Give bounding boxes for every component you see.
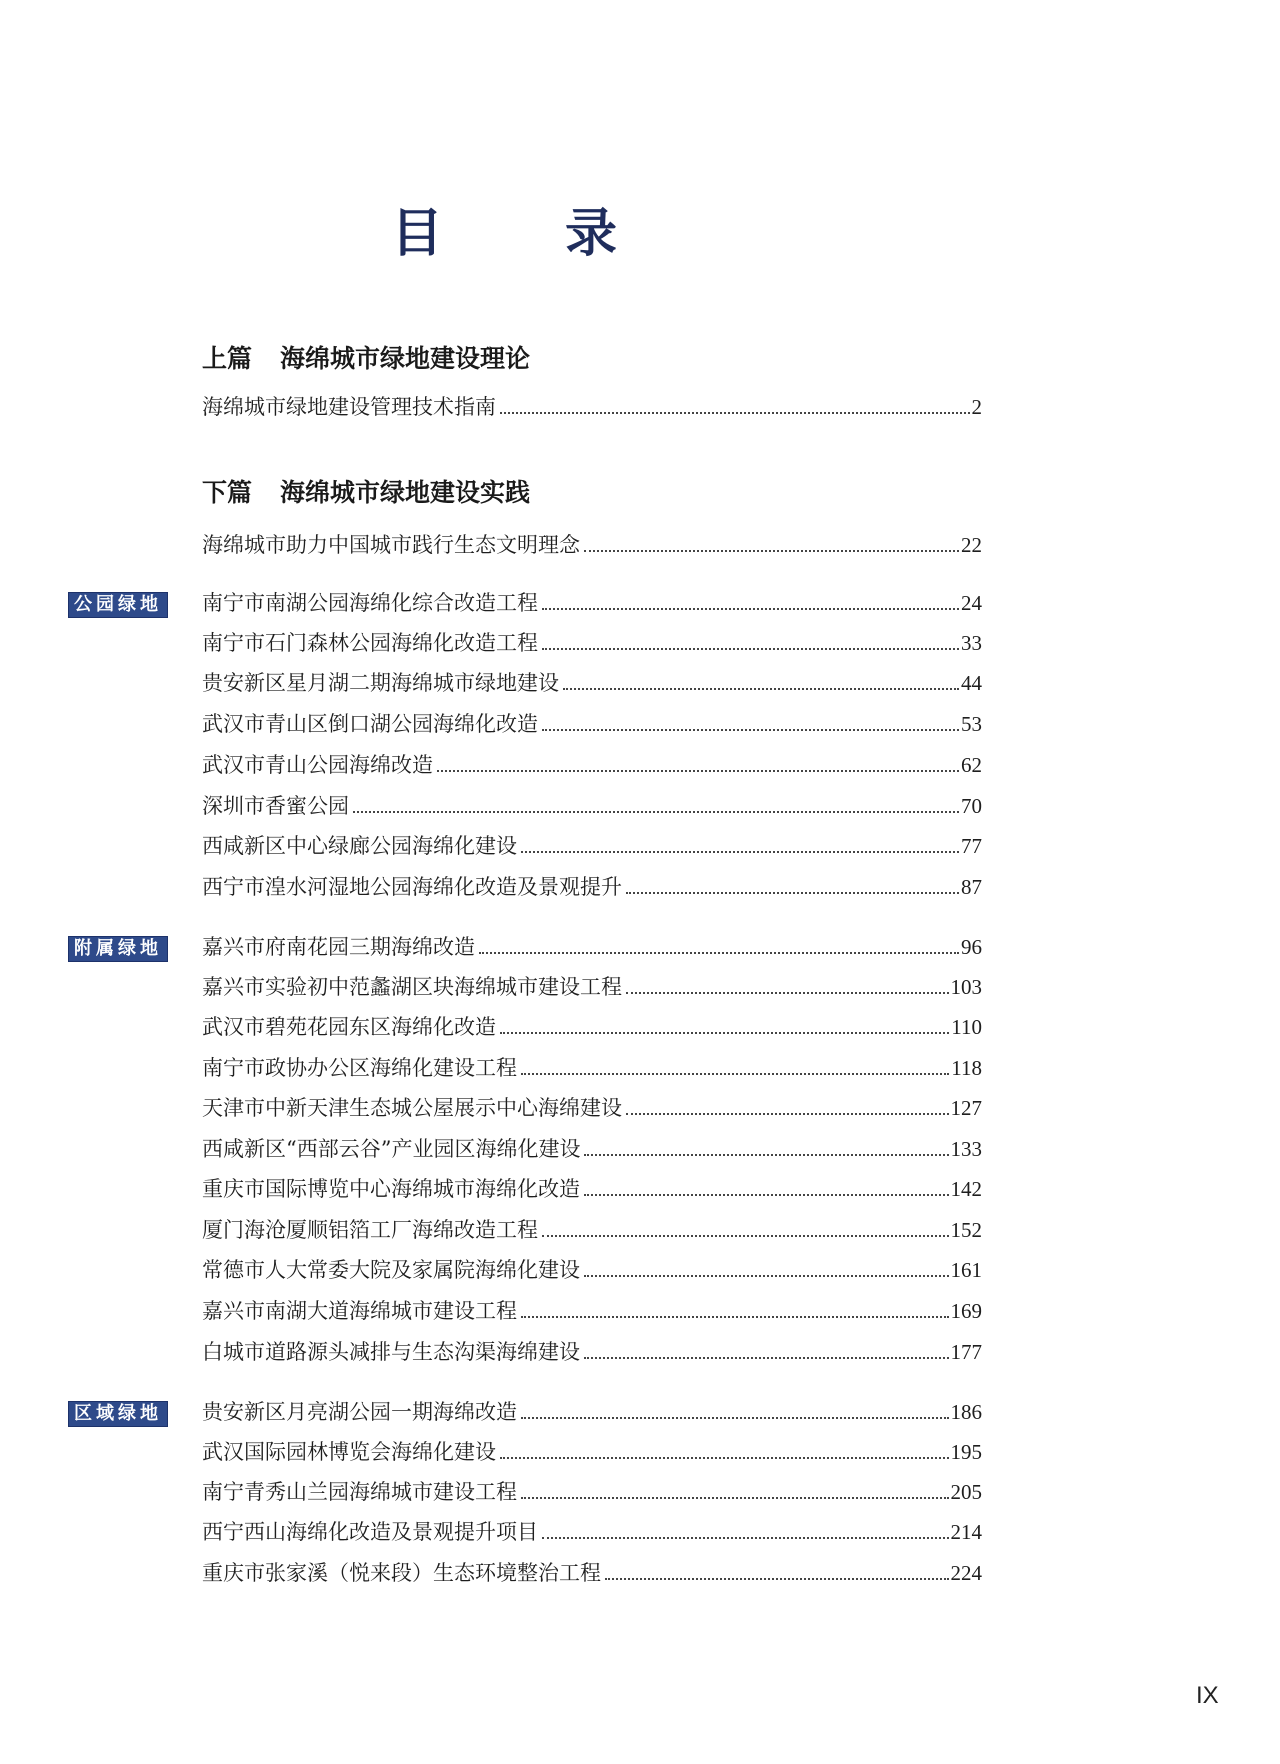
toc-entry[interactable] xyxy=(202,877,982,899)
page-number: 110 xyxy=(951,1015,982,1039)
toc-entry[interactable] xyxy=(202,1442,982,1464)
toc-entry[interactable] xyxy=(202,1017,982,1039)
dot-leader xyxy=(542,728,959,731)
page-number: 161 xyxy=(950,1258,982,1282)
page-number: 142 xyxy=(950,1177,982,1201)
entry-title: 武汉市青山区倒口湖公园海绵化改造 xyxy=(202,712,538,736)
part-name: 海绵城市绿地建设实践 xyxy=(280,478,531,507)
dot-leader xyxy=(500,1031,949,1034)
toc-entry[interactable] xyxy=(202,1563,982,1585)
toc-entry[interactable] xyxy=(202,1220,982,1242)
toc-entry[interactable] xyxy=(202,714,982,736)
dot-leader xyxy=(542,1536,949,1539)
entry-title: 天津市中新天津生态城公屋展示中心海绵建设 xyxy=(202,1096,622,1120)
page-folio: IX xyxy=(1196,1682,1219,1709)
page-number: 103 xyxy=(950,975,982,999)
toc-entry[interactable] xyxy=(202,836,982,858)
page-number: 214 xyxy=(950,1520,982,1544)
toc-entry[interactable] xyxy=(202,1482,982,1504)
dot-leader xyxy=(563,687,959,690)
toc-entry[interactable] xyxy=(202,1402,982,1424)
page-number: 195 xyxy=(950,1440,982,1464)
page-number: 96 xyxy=(961,935,982,959)
part-name: 海绵城市绿地建设理论 xyxy=(280,344,531,373)
toc-entry[interactable] xyxy=(202,796,982,818)
page-title: 目 录 xyxy=(390,203,670,264)
dot-leader xyxy=(437,769,959,772)
toc-entry[interactable] xyxy=(202,977,982,999)
entry-title: 贵安新区星月湖二期海绵城市绿地建设 xyxy=(202,671,559,695)
dot-leader xyxy=(626,1112,949,1115)
entry-title: 贵安新区月亮湖公园一期海绵改造 xyxy=(202,1400,517,1424)
category-tag-attached: 附属绿地 xyxy=(68,936,168,962)
toc-entry[interactable] xyxy=(202,397,982,419)
toc-entry[interactable] xyxy=(202,937,982,959)
dot-leader xyxy=(626,891,959,894)
page-number: 87 xyxy=(961,875,982,899)
page-number: 44 xyxy=(961,671,982,695)
page-number: 127 xyxy=(950,1096,982,1120)
page-number: 24 xyxy=(961,591,982,615)
entry-title: 南宁市南湖公园海绵化综合改造工程 xyxy=(202,591,538,615)
dot-leader xyxy=(584,1193,949,1196)
entry-title: 白城市道路源头减排与生态沟渠海绵建设 xyxy=(202,1340,580,1364)
toc-entry[interactable] xyxy=(202,1260,982,1282)
dot-leader xyxy=(521,1072,949,1075)
page-number: 118 xyxy=(951,1056,982,1080)
entry-title: 海绵城市助力中国城市践行生态文明理念 xyxy=(202,533,580,557)
entry-title: 西咸新区中心绿廊公园海绵化建设 xyxy=(202,834,517,858)
toc-entry[interactable] xyxy=(202,1098,982,1120)
page-number: 186 xyxy=(950,1400,982,1424)
dot-leader xyxy=(584,1356,949,1359)
entry-title: 嘉兴市南湖大道海绵城市建设工程 xyxy=(202,1299,517,1323)
entry-title: 重庆市张家溪（悦来段）生态环境整治工程 xyxy=(202,1561,601,1585)
dot-leader xyxy=(353,810,959,813)
entry-title: 武汉市青山公园海绵改造 xyxy=(202,753,433,777)
dot-leader xyxy=(479,951,959,954)
page-number: 70 xyxy=(961,794,982,818)
page-number: 2 xyxy=(971,395,982,419)
toc-entry[interactable] xyxy=(202,1301,982,1323)
entry-title: 深圳市香蜜公园 xyxy=(202,794,349,818)
dot-leader xyxy=(500,411,970,414)
part-label: 上篇 xyxy=(202,344,253,373)
dot-leader xyxy=(584,1274,949,1277)
entry-title: 嘉兴市实验初中范蠡湖区块海绵城市建设工程 xyxy=(202,975,622,999)
page-number: 53 xyxy=(961,712,982,736)
toc-entry[interactable] xyxy=(202,1179,982,1201)
toc-entry[interactable] xyxy=(202,1058,982,1080)
entry-title: 西宁西山海绵化改造及景观提升项目 xyxy=(202,1520,538,1544)
toc-entry[interactable] xyxy=(202,1342,982,1364)
entry-title: 西咸新区“西部云谷”产业园区海绵化建设 xyxy=(202,1137,581,1161)
dot-leader xyxy=(605,1577,949,1580)
category-tag-park: 公园绿地 xyxy=(68,592,168,618)
dot-leader xyxy=(521,850,959,853)
entry-title: 厦门海沧厦顺铝箔工厂海绵改造工程 xyxy=(202,1218,538,1242)
entry-title: 海绵城市绿地建设管理技术指南 xyxy=(202,395,496,419)
dot-leader xyxy=(521,1416,949,1419)
page-number: 33 xyxy=(961,631,982,655)
dot-leader xyxy=(521,1496,949,1499)
part-heading-2 xyxy=(202,480,530,505)
page-number: 177 xyxy=(950,1340,982,1364)
toc-entry[interactable] xyxy=(202,673,982,695)
dot-leader xyxy=(500,1456,949,1459)
page-number: 169 xyxy=(950,1299,982,1323)
page-number: 62 xyxy=(961,753,982,777)
page-number: 22 xyxy=(961,533,982,557)
page-number: 133 xyxy=(950,1137,982,1161)
part-heading-1 xyxy=(202,346,530,371)
dot-leader xyxy=(626,991,949,994)
dot-leader xyxy=(521,1315,949,1318)
toc-entry[interactable] xyxy=(202,593,982,615)
entry-title: 常德市人大常委大院及家属院海绵化建设 xyxy=(202,1258,580,1282)
category-tag-regional: 区域绿地 xyxy=(68,1401,168,1427)
entry-title: 武汉国际园林博览会海绵化建设 xyxy=(202,1440,496,1464)
entry-title: 南宁市石门森林公园海绵化改造工程 xyxy=(202,631,538,655)
page-number: 205 xyxy=(950,1480,982,1504)
entry-title: 嘉兴市府南花园三期海绵改造 xyxy=(202,935,475,959)
entry-title: 南宁市政协办公区海绵化建设工程 xyxy=(202,1056,517,1080)
dot-leader xyxy=(584,549,959,552)
dot-leader xyxy=(542,1234,949,1237)
toc-entry[interactable] xyxy=(202,1522,982,1544)
toc-entry[interactable] xyxy=(202,633,982,655)
part-label: 下篇 xyxy=(202,478,253,507)
toc-entry[interactable] xyxy=(202,535,982,557)
dot-leader xyxy=(542,647,959,650)
entry-title: 南宁青秀山兰园海绵城市建设工程 xyxy=(202,1480,517,1504)
entry-title: 重庆市国际博览中心海绵城市海绵化改造 xyxy=(202,1177,580,1201)
entry-title: 西宁市湟水河湿地公园海绵化改造及景观提升 xyxy=(202,875,622,899)
page-number: 77 xyxy=(961,834,982,858)
toc-entry[interactable] xyxy=(202,1139,982,1161)
page-number: 224 xyxy=(950,1561,982,1585)
dot-leader xyxy=(542,607,959,610)
dot-leader xyxy=(584,1153,948,1156)
toc-entry[interactable] xyxy=(202,755,982,777)
page-number: 152 xyxy=(950,1218,982,1242)
entry-title: 武汉市碧苑花园东区海绵化改造 xyxy=(202,1015,496,1039)
